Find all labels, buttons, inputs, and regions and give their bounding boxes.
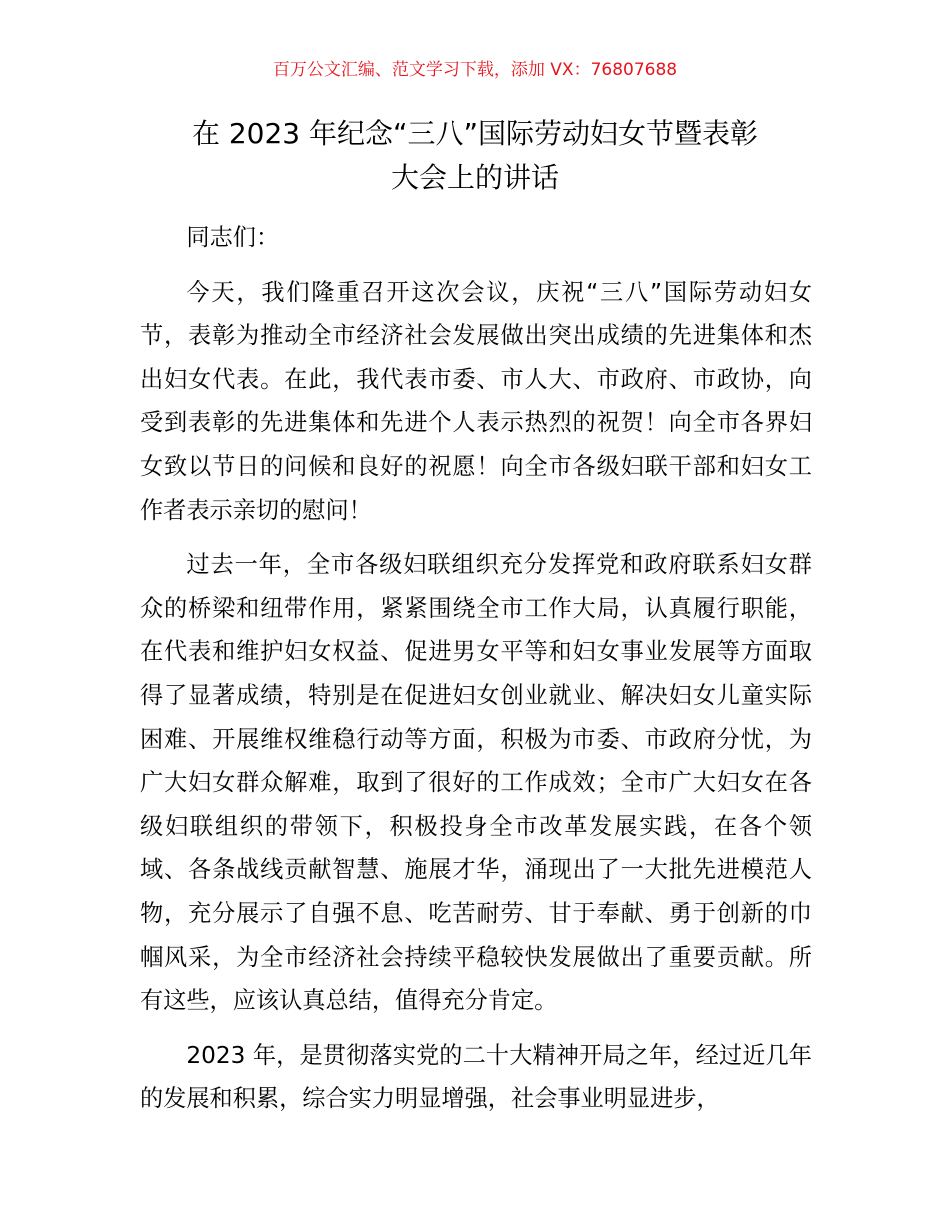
- paragraph-2: 过去一年，全市各级妇联组织充分发挥党和政府联系妇女群众的桥梁和纽带作用，紧紧围绕全市工作大局，认真履行职能，在代表和维护妇女权益、促进男女平等和妇女事业发展等方面取得了显著成绩，特别是在促进妇女创业就业、解决妇女儿童实际困难、开展维权维稳行动等方面，积极为市委、市政府分忧，为广大妇女群众解难，取到了很好的工作成效；全市广大妇女在各级妇联组织的带领下，积极投身全市改革发展实践，在各个领域、各条战线贡献智慧、施展才华，涌现出了一大批先进模范人物，充分展示了自强不息、吃苦耐劳、甘于奉献、勇于创新的巾帼风采，为全市经济社会持续平稳较快发展做出了重要贡献。所有这些，应该认真总结，值得充分肯定。: [140, 551, 812, 1015]
- salutation: 同志们：: [186, 224, 280, 251]
- paragraph-1: 今天，我们隆重召开这次会议，庆祝“三八”国际劳动妇女节，表彰为推动全市经济社会发展做出突出成绩的先进集体和杰出妇女代表。在此，我代表市委、市人大、市政府、市政协，向受到表彰的先进集体和先进个人表示热烈的祝贺！向全市各界妇女致以节日的问候和良好的祝愿！向全市各级妇联干部和妇女工作者表示亲切的慰问！: [140, 278, 812, 524]
- title-line-2: 大会上的讲话: [390, 161, 559, 194]
- document-title: [130, 112, 820, 200]
- title-line-1: 在 2023 年纪念“三八”国际劳动妇女节暨表彰: [191, 117, 759, 150]
- document-body: [140, 216, 812, 1132]
- paragraph-3: 2023 年，是贯彻落实党的二十大精神开局之年，经过近几年的发展和积累，综合实力明显增强，社会事业明显进步，: [140, 1041, 812, 1113]
- watermark-banner: 百万公文汇编、范文学习下载，添加 VX：76807688: [272, 60, 678, 80]
